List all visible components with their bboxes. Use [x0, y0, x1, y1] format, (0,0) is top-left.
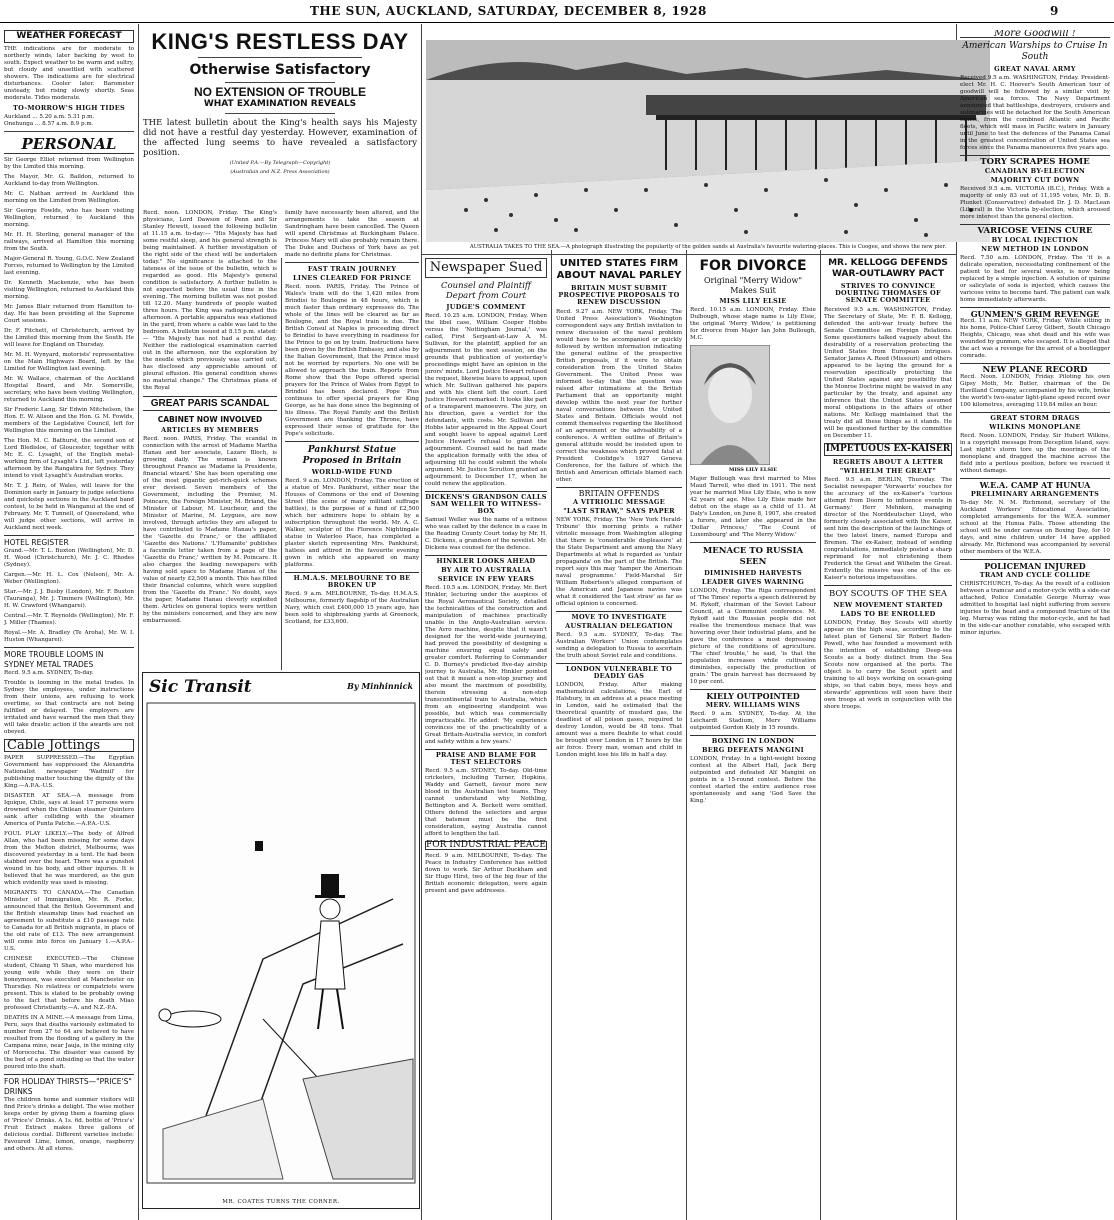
- train-heading: FAST TRAIN JOURNEY: [285, 262, 419, 273]
- peace-heading: FOR INDUSTRIAL PEACE: [426, 840, 546, 850]
- personal-item: Major-General R. Young, G.O.C. New Zealand Forces, returned to Wellington by the Limited last evening.: [4, 256, 134, 276]
- investigate-heading: MOVE TO INVESTIGATE: [556, 611, 682, 621]
- personal-item: The Hon. M. C. Bathurst, the second son of Lord Bledisloe, of Gloucester, together with Mr. E. C. Lysaght, of the English metal-working firm of Lysaght's Ltd., left yesterday afternoon by the Rangatira for Sydney. They intend to visit Lysaght's Australian works.: [4, 438, 134, 479]
- kaiser-subdeck: "WILHELM THE GREAT": [839, 467, 937, 475]
- kaiser-heading: IMPETUOUS EX-KAISER: [825, 444, 951, 454]
- tides-heading: TO-MORROW'S HIGH TIDES: [13, 104, 125, 112]
- naval-body: Recd. 9.27 a.m. NEW YORK, Friday. The United Press Association's Washington correspondent says any British invitation to renew discussion of the naval problem would have to be accompanied or quickly followed by written information indicating the general outline of the prospective British proposals, if it were to obtain consideration from the United States Government. The United Press was informed to-day that the question was raised after intimations at the British Parliament that an opportunity might develop within the next year for further naval conversations between the United States and Britain. Officials would not commit themselves regarding the likelihood of an agreement or the advisability of a conference. A written outline of Britain's general attitude would be insisted upon to correct the weakness which proved fatal at President Coolidge's 1927 Geneva Conference, for the failure of which the British and American officials blamed each other.: [556, 309, 682, 483]
- naval-deck: BRITAIN MUST SUBMIT PROSPECTIVE PROPOSALS TO RENEW DISCUSSION: [558, 284, 680, 306]
- kiely-body: Recd. 9 a.m. SYDNEY, To-day. At the Leichardt Stadium, Merv Williams outpointed Gordon Kiely in 15 rounds.: [690, 711, 816, 731]
- column-rule: [138, 24, 139, 1220]
- personal-item: Mr. T. J. Rein, of Wales, will leave for the Dominion early in January to judge selections and quickstep sections in the Auckland band contest, to be held in Wanganui at the end of February. Mr. T. Tunnell, of Queensland, who will judge other sections, will arrive in Auckland next week.: [4, 483, 134, 531]
- dickens-body: Samuel Weller was the name of a witness who was called by the defence in a case in the Reading County Court today by Mr. H. C. Dickens, a grandson of the novelist. Mr. Dickens was counsel for the defence.: [425, 517, 547, 551]
- jotting-item: MIGRANTS TO CANADA.—The Canadian Minister of Immigration, Mr. R. Forke, announced that the British Government and the British steamship lines had reached an agreement to substitute a £10 passage rate to Canada for all British migrants, in place of the old rate of £13. The new arrangement will come into force on January 1.—A.P.A.-U.S.: [4, 890, 134, 952]
- column-rule: [551, 250, 552, 1220]
- hotel-heading: HOTEL REGISTER: [4, 535, 134, 548]
- newspaper-body: Recd. 10.25 a.m. LONDON, Friday. When the libel case, William Cooper Hobbs versus the 'Nottingham Journal,' was called, First Serjeant-at-Law A. M. Sullivan, for the plaintiff, applied for an adjournment to the next session, on the grounds that publication of yesterday's proceedings might have an opinion in the jurors' minds. Lord Justice Hewart refused the request, likewise leave to appeal, upon which Mr. Sullivan gathered his papers and with his client left the court. Lord Justice Hewart remarked: It looks like part of a transparent manoeuvre. The jury, on his direction, gave a verdict for the defendants, with costs. Mr. Sullivan and Hobbs later appeared in the Appeal Court and sought leave to appeal against Lord Justice Hewart's refusal to grant the adjournment. Counsel said he had made the application formally with the idea of adjourning till he could submit the whole argument. Mr. Justice Scrutton granted an adjournment to December 17, when he could renew the application.: [425, 313, 547, 487]
- varicose-deck: BY LOCAL INJECTION: [991, 236, 1079, 244]
- boxing-heading: BOXING IN LONDON: [690, 735, 816, 745]
- divorce-heading: FOR DIVORCE: [699, 258, 807, 274]
- goodwill-body: Received 9.5 a.m. WASHINGTON, Friday. President-elect Mr. H. C. Hoover's South American tour of goodwill will be followed by a similar visit by American sea forces. The Navy Department announced that battleships, destroyers, cruisers and submarines will be detached for the South American cruise, from the combined Atlantic and Pacific fleets, which will mass in Pacific waters in January until June to test the defences of the Panama Canal in the greatest concentration of United States sea forces since the Panama manoeuvres five years ago.: [960, 75, 1110, 151]
- jotting-item: FOUL PLAY LIKELY.—The body of Alfred Allan, who had been missing for some days from the Melton district, Melbourne, was discovered yesterday in a tent. He had been stabbed over the heart. There was a gunshot wound in his body, and other injuries. It is believed that he was murdered, as the gun which evidently was used is missing.: [4, 831, 134, 886]
- divorce-subhead: Original "Merry Widow" Makes Suit: [703, 276, 803, 295]
- policeman-deck: TRAM AND CYCLE COLLIDE: [979, 571, 1091, 579]
- goodwill-heading: More Goodwill !: [960, 30, 1110, 38]
- divorce-column: [690, 258, 816, 1218]
- divorce-body: Recd. 10.15 a.m. LONDON, Friday. Elsie Dulbough, whose stage name is Lily Elsie, the original 'Merry Widow,' is petitioning for divorce from Major Ian John Bullough, M.C.: [690, 307, 816, 341]
- column-rule: [281, 258, 282, 670]
- divorce-body2: Major Bullough was first married to Miss Maud Tarrell, who died in 1911. The next year he married Miss Lily Elsie, who is now 42 years of age. Miss Lily Elsie made her debut on the stage as a child of 11. At Daly's London, on June 8, 1907, she created a furore, and later she appeared in the 'Dollar Princess,' 'The Count of Luxembourg' and 'The Merry Widow.': [690, 476, 816, 538]
- left-column: [4, 30, 134, 1218]
- dickens-heading: DICKENS'S GRANDSON CALLS SAM WELLER TO WITNESS-BOX: [425, 493, 547, 515]
- scandal-heading: GREAT PARIS SCANDAL: [143, 396, 277, 411]
- melbourne-heading: H.M.A.S. MELBOURNE TO BE BROKEN UP: [285, 572, 419, 589]
- hotel-entry: Grand.—Mr. T. L. Buxton (Wellington), Mr. D. H. Wood (Christchurch), Mr. J. C. Rhodes (Sydney).: [4, 548, 134, 568]
- varicose-body: Recd. 7.50 a.m. LONDON, Friday. The 'it is a delicate operation, necessitating confinement of the patient to bed for several weeks, is now being replaced by a simple injection. A solution of quinine or salicylate of soda is injected, which causes the varicose veins to become hard. The patient can walk home immediately afterwards.: [960, 255, 1110, 303]
- kings-day-subhead: Otherwise Satisfactory: [189, 62, 371, 78]
- jotting-item: CHINESE EXECUTED.—The Chinese student, Chiang Yi Shan, who murdered his young wife while they were on their honeymoon, was executed at Manchester on Thursday. No relatives or compatriots were present. This is stated to be probably owing to the fact that before his death Miao professed Christianity.—A. and N.Z.-P.A.: [4, 956, 134, 1011]
- selectors-heading: PRAISE AND BLAME FOR TEST SELECTORS: [425, 749, 547, 766]
- photo-rule: [422, 254, 956, 255]
- weather-heading: WEATHER FORECAST: [4, 30, 134, 43]
- varicose-heading: VARICOSE VEINS CURE: [960, 224, 1110, 235]
- personal-item: Dr. Kenneth Mackenzie, who has been visiting Wellington, returned to Auckland this morning.: [4, 280, 134, 300]
- investigate-deck: AUSTRALIAN DELEGATION: [565, 622, 673, 630]
- jotting-item: DISASTER AT SEA.—A message from Iquique, Chile, says at least 17 persons were drowned when the Chilean steamer Quintero sank after colliding with the steamer America of Punta Patche.—A.P.A.-U.S.: [4, 793, 134, 827]
- hotel-entry: Royal.—Mr. A. Bradley (Te Aroha), Mr. W. I. Huston (Whangarei).: [4, 630, 134, 643]
- ad-body: The children home and summer visitors will find Price's drinks a delight. The wise mother keeps order by giving them a foaming glass of 'Price's' Drinks. A 1s. 6d. bottle of 'Price's' Fruit Extract makes three gallons of delicious cordial. Different varieties include: Favoured Lime, lemon, orange, raspberry and others. At all stores.: [4, 1097, 134, 1152]
- kaiser-deck: REGRETS ABOUT A LETTER: [832, 458, 944, 466]
- coogee-beach-image: [426, 40, 990, 242]
- kellogg-heading: MR. KELLOGG DEFENDS WAR-OUTLAWRY PACT: [828, 258, 948, 279]
- train-subhead: LINES CLEARED FOR PRINCE: [292, 274, 411, 282]
- personal-item: Mr. W. Wallace, chairman of the Auckland Hospital Board, and Mr. Somerville, secretary, who have been visiting Wellington, returned to Auckland this morning.: [4, 376, 134, 403]
- scandal-body: Recd. noon. PARIS, Friday. The scandal in connection with the arrest of Madame Martha Hanau and her associate, Lazare Bloch, is growing daily. The woman is known throughout France as 'Madame la Presidente, financial wizard.' She has been operating one of the most gigantic get-rich-quick schemes ever devised. Seven members of the Government, including the Premier, M. Poincare, the Foreign Minister, M. Briand, the Minister of Labour, M. Loucheur, and the Minister of Marine, M. Leygues, are now involved, through articles they are alleged to have contributed to Madame Hanau's paper, the 'Gazette du Franc,' or the affiliated 'Gazette des Nations.' 'L'Humanite' publishes a facsimile letter taken from a page of the 'Gazette du Franc,' written by M. Poincare. It also charges the leading newspapers with having sold space to Madame Hanau of the value of nearly £2,500 a month. This has filled their financial columns, which were supplied from the 'Gazette du Franc.' No doubt, says the paper, Madame Hanau cleverly exploited them. Articles on general topics were written by the ministers concerned, and they are now embarrassed.: [143, 436, 277, 624]
- personal-item: Mr. H. H. Sterling, general manager of the railways, arrived at Hamilton this morning from the South.: [4, 232, 134, 252]
- kings-day-body-left: [143, 210, 277, 670]
- personal-item: Sir George Elliot returned from Wellington by the Limited this morning.: [4, 157, 134, 170]
- boxing-body: LONDON, Friday. In a light-weight boxing contest at the Albert Hall, Jack Berg outpointed and defeated Alf Mangini on points in a 15-round contest. Before the contest started the entire audience rose spontaneously and sang 'God Save the King.': [690, 756, 816, 804]
- gas-body: LONDON, Friday. After making mathematical calculations, the Earl of Halsbury, in an address at a peace meeting in London, said he estimated that the theoretical quantity of mustard gas, the deadliest of all poison gases, required to destroy London, would be 48 tons. That amount was a mere fleabite to what could be brought over London in 17 hours by the air force. Every man, woman and child in London might lose his life in half a day.: [556, 682, 682, 758]
- jotting-item: DEATHS IN A MINE.—A message from Lima, Peru, says that deaths variously estimated to number from 27 to 64 are believed to have resulted from the flooding of a gallery in the Campana mine, near Jauja, in the mining city of Morococha. The disaster was caused by the bed of a pond subsiding so that the water poured into the shaft.: [4, 1015, 134, 1070]
- storm-body: Recd. Noon. LONDON, Friday. Sir Hubert Wilkins, in a copyright message from Deception Island, says: Last night's storm tore up the moorings of the monoplane and dragged the machine across the field into a perilous position, before we rescued it without damage.: [960, 433, 1110, 474]
- cartoon-title: Sic Transit: [149, 677, 252, 697]
- kings-day-headline: KING'S RESTLESS DAY: [151, 30, 409, 54]
- pankhurst-body: Recd. 9 a.m. LONDON, Friday. The erection of a statue of Mrs. Pankhurst, either near the Houses of Commons or the end of Downing Street (the scene of many militant suffrage battles), is the purpose of a fund of £2,500 which her admirers hope to obtain by a subscription throughout the world. Mr. A. C. Walker, sculptor of the Florence Nightingale statue in Waterloo Place, has completed a plaster sketch representing Mrs. Pankhurst, hatless and attired in the favourite evening gown in which she appeared on many platforms.: [285, 478, 419, 568]
- tory-heading: TORY SCRAPES HOME: [960, 155, 1110, 166]
- hunua-heading: W.E.A. CAMP AT HUNUA: [960, 478, 1110, 489]
- personal-item: Sir Frederic Lang, Sir Edwin Mitchelson, the Hon. E. W. Alison and the Hon. G. M. Fowlds, members of the Legislative Council, left for Wellington this morning on the Limited.: [4, 407, 134, 434]
- melbourne-body: Recd. 9 a.m. MELBOURNE, To-day. H.M.A.S. Melbourne, formerly flagship of the Australian Navy, which cost £400,000 15 years ago, has been sold to shipbreaking yards at Greenock, Scotland, for £33,600.: [285, 591, 419, 625]
- britain-offends-subdeck: "LAST STRAW," SAYS PAPER: [563, 507, 675, 515]
- kellogg-body: Received 9.5 a.m. WASHINGTON, Friday. The Secretary of State, Mr. F. B. Kellogg, defended the anti-war treaty before the Senate Committee on Foreign Relations. Some questioners talked vaguely about the desirability of a reservation protecting the United States from European intrigues. Senator James A. Reed (Missouri) and others appeared to be laying the ground for a reservation specifically protecting the United States against any possibility that the Monroe Doctrine might be waived in any particular by the treaty, and against any inference that the United States assumed moral obligations in the affairs of other nations. Mr. Kellogg maintained that the treaty did all these things as it stands. He will be questioned further by the committee on December 11.: [824, 307, 952, 439]
- credit-line: (Australian and N.Z. Press Association): [230, 169, 330, 175]
- personal-item: Dr. F. Fitchett, of Christchurch, arrived by the Limited this morning from the South. He will leave for England on Thursday.: [4, 328, 134, 348]
- newspaper-heading: Newspaper Sued: [425, 258, 547, 278]
- hotel-entry: Central.—Mr. T. Reynolds (Wellington), Mr. F. J. Miller (Thames).: [4, 613, 134, 626]
- kiely-heading: KIELY OUTPOINTED: [690, 689, 816, 700]
- kings-day-body: Recd. noon. LONDON, Friday. The King's physicians, Lord Dawson of Penn and Sir Stanley Hewett, issued the following bulletin at 11.15 a.m. to-day:— "His Majesty has had some restful sleep, and his general strength is being maintained. A further investigation of the right side of the chest will be undertaken today." No significance is attached to the lateness of the issue of the bulletin, which is regarded as good. His Majesty's general condition is satisfactory. A further bulletin is not expected before the usual time in the evening. The morning bulletin was not posted till 12.20. Many hundreds of people waited three hours. The King was radiographed this afternoon. A portable apparatus was stationed in the yard, from where a cable was laid to the bedroom. A bulletin issued at 8.15 p.m. stated:— "His Majesty has not had a restful day. Neither the radiological examination carried out in the afternoon, nor the exploration by the needle which previously was carried out, has disclosed any appreciable amount of pleural effusion. His general condition shows no material change." The Christmas plans of the Royal: [143, 210, 277, 391]
- cartoon-artist: By Minhinnick: [347, 681, 413, 691]
- menace-body: LONDON, Friday. The Riga correspondent of 'The Times' reports a speech delivered by M. Rykoff, chairman of the Soviet Labour Council, at a Communist conference. M. Rykoff said the Russian people did not realise the tremendous menace that was hovering over their industrial plans, and he gave the conference a most depressing picture of the conditions of agriculture. 'The chief trouble,' he said, 'is that the population increases while cultivation diminishes, especially the production of grain.' The grain harvest has decreased by 10 per cent.: [690, 588, 816, 685]
- newspaper-subhead: Counsel and Plaintiff Depart from Court: [441, 281, 531, 301]
- varicose-subdeck: NEW METHOD IN LONDON: [981, 245, 1089, 253]
- menace-deck: DIMINISHED HARVESTS: [704, 569, 802, 577]
- kaiser-body: Recd. 9.5 a.m. BERLIN, Thursday. The Socialist newspaper 'Vorwaerts' vouches for the accuracy of the ex-Kaiser's 'curious attempt from Doorn to influence events in Germany.' Herr Mehnken, managing director of the Norddeutscher Lloyd, who formerly closely associated with the Kaiser, sent him the description of the launchings of the two latest liners, named Europa and Bremen. The ex-Kaiser, instead of sending congratulations, immediately posted a sharp reprimand for not christening them Frederick the Great and Wilhelm the Great. Evidently the missive was one of the ex-Kaiser's notorious impetuosities.: [824, 477, 952, 581]
- hotel-entry: Cargen.—Mr. H. L. Cox (Nelson), Mr. A. Weber (Wellington).: [4, 572, 134, 585]
- scandal-subhead: CABINET NOW INVOLVED: [157, 415, 263, 424]
- hunua-body: To-day Mr. N. M. Richmond, secretary of the Auckland Workers' Educational Association, completed arrangements for the W.E.A. summer school at the Hunua Falls. Those attending the school will be under canvas on Boxing Day, for 10 days, and nine children under 14 have applied already. Mr. Richmond was accompanied by several other members of the W.E.A.: [960, 500, 1110, 555]
- peace-body: Recd. 9 a.m. MELBOURNE, To-day. The Peace in Industry Conference has settled down to work. Sir Arthur Duckham and Sir Hugo Hirst, two of the big four of the British economic delegation, were again present and gave addresses.: [425, 853, 547, 894]
- kiely-deck: MERV. WILLIAMS WINS: [705, 701, 801, 709]
- goodwill-deck: GREAT NAVAL ARMY: [994, 65, 1076, 73]
- right-column: [960, 30, 1110, 1218]
- hinkler-deck: BY AIR TO AUSTRALIA: [441, 566, 531, 574]
- kellogg-deck: STRIVES TO CONVINCE DOUBTING THOMASES OF SENATE COMMITTEE: [835, 282, 941, 304]
- personal-heading: PERSONAL: [4, 135, 134, 154]
- menace-subdeck: LEADER GIVES WARNING: [701, 578, 805, 586]
- personal-item: Mr. C. Nathan arrived in Auckland this morning on the Limited from Wellington.: [4, 191, 134, 204]
- tory-deck: CANADIAN BY-ELECTION: [984, 167, 1086, 175]
- trouble-dateline: Recd. 9.5 a.m. SYDNEY, To-day.: [4, 670, 94, 676]
- jotting-item: PAPER SUPPRESSED.—The Egyptian Government has suppressed the Alexandria Nationalist newspaper 'Wadiniil' for publishing matter touching the dignity of the King.—A.P.A.-U.S.: [4, 755, 134, 789]
- hinkler-heading: HINKLER LOOKS AHEAD: [425, 555, 547, 565]
- trouble-body: Trouble is looming in the metal trades. In Sydney the employees, under instructions from their unions, are refusing to work overtime, so that contracts are not being fulfilled or delayed. The employers are irritated and have warned the men that they will take drastic action if the awards are not obeyed.: [4, 680, 134, 735]
- policeman-body: CHRISTCHURCH, To-day. As the result of a collision between a tramcar and a motor-cycle with a side-car attached, Police Constable George Murray was admitted to hospital last night suffering from severe injuries to the head and a compound fracture of the leg. Murray was riding the motor-cycle, and he had in the side-car another constable, who escaped with minor injuries.: [960, 581, 1110, 636]
- weather-body: THE indications are for moderate to northerly winds, later backing by west to south. Expect weather to be warm and sultry, but cloudy and unsettled with scattered showers. The indications are for electrical disturbances. Cooler later. Barometer unsteady, but rising slowly shortly. Seas moderate. Tides moderate.: [4, 46, 134, 101]
- credit-line: (United P.A.—By Telegraph—Copyright): [229, 160, 331, 166]
- plane-body: Recd. Noon. LONDON, Friday. Piloting his own Gipsy Moth, Mr. Butler, chairman of the De Havilland Company, accompanied by his wife, broke the world's two-seater light-plane speed record over 100 kilometres, averaging 119.84 miles an hour.: [960, 374, 1110, 408]
- tide-row: Onehunga ... 8.57 a.m. 8.9 p.m.: [4, 121, 94, 127]
- column-rule: [686, 250, 687, 1220]
- britain-offends-deck: A VITRIOLIC MESSAGE: [572, 498, 666, 506]
- masthead-rule: [0, 22, 1114, 23]
- tory-body: Received 9.5 a.m. VICTORIA (B.C.), Friday. With a majority of only 83 out of 11,195 votes, Mr. D. B. Plunket (Conservative) defeated Dr. J. D. MacLean (Liberal) in the Victoria by-election, which aroused more interest than the general election.: [960, 186, 1110, 220]
- tory-subdeck: MAJORITY CUT DOWN: [990, 176, 1080, 184]
- hinkler-body: Recd. 10.5 a.m. LONDON, Friday. Mr. Bert Hinkler, lecturing under the auspices of the Royal Aeronautical Society, detailed the technicalities of the construction and manipulation of machines practically unable in the Anglo-Australian service. The Avro machine, despite that it wasn't designed for the world-wide journeying, had proved the possibility of designing a machine ensuring equal safety and greater comfort. Referring to Commander C. D. Burney's predicted five-day airship journey to Australia, Mr. Hinkler pointed out that it meant a non-stop journey and also meant the maximum of possibility, therein stressing a non-stop transcontinental train to Australia, which from an engineering standpoint was possible, but which was commercially impracticable. He added: 'My experience convinces me of the practicability of a Great Britain-Australia service, in comfort and safety within a few years.': [425, 585, 547, 745]
- selectors-body: Recd. 9.5 a.m. SYDNEY, To-day. Old-time cricketers, including Turner, Hopkins, Waddy and Garnett, favour more new blood in the Australian test teams. They cannot understand why Nothling, Bettington and A. Beckett were omitted. Others defend the selectors and argue that batsmen must be the first consideration, saying Australia cannot afford to lengthen the tail.: [425, 768, 547, 837]
- portrait-caption: MISS LILY ELSIE: [728, 467, 778, 473]
- britain-offends-heading: BRITAIN OFFENDS: [556, 487, 682, 497]
- column-rule: [820, 250, 821, 1220]
- kings-day-body-cont: family have necessarily been altered, and the arrangements to take the season at Sandringham have been cancelled. The Queen will spend Christmas at Buckingham Palace. Princess Mary will also probably remain there. The Duke and Duchess of York have as yet made no definite plans for Christmas.: [285, 210, 419, 258]
- personal-item: Mr. M. H. Wynyard, motorists' representative on the Main Highways Board, left by the Limited for Wellington last evening.: [4, 352, 134, 372]
- lily-elsie-portrait: [690, 345, 770, 465]
- kings-day-deck2: WHAT EXAMINATION REVEALS: [203, 99, 357, 109]
- hinkler-subdeck: SERVICE IN FEW YEARS: [437, 575, 535, 583]
- gunmen-heading: GUNMEN'S GRIM REVENGE: [960, 307, 1110, 318]
- boxing-deck: BERG DEFEATS MANGINI: [701, 746, 805, 754]
- tide-row: Auckland ... 5.20 a.m. 5.31 p.m.: [4, 114, 95, 120]
- masthead-title: THE SUN, AUCKLAND, SATURDAY, DECEMBER 8, 1928: [310, 4, 707, 18]
- trouble-heading: MORE TROUBLE LOOMS IN SYDNEY METAL TRADES: [4, 647, 134, 670]
- kings-day-lead: THE latest bulletin about the King's health says his Majesty did not have a restful day yesterday. However, examination of the affected lung seems to have revealed a satisfactory position.: [143, 118, 417, 158]
- kings-day-body-right: [285, 210, 419, 670]
- hunua-deck: PRELIMINARY ARRANGEMENTS: [970, 490, 1100, 498]
- hotel-entry: Star.—Mr. J. J. Busby (London), Mr. F. Buxton (Tauranga), Mr. J. Timmers (Wellington), Mr. H. W. Crawford (Whangarei).: [4, 589, 134, 609]
- kellogg-column: [824, 258, 952, 1218]
- scouts-deck: NEW MOVEMENT STARTED: [833, 601, 943, 609]
- column-rule: [421, 24, 422, 1220]
- britain-offends-body: NEW YORK, Friday. The 'New York Herald-Tribune' this morning prints a rather vitriolic message from Washington alleging that there is 'considerable displeasure' at the State Department and among the Navy Departments at what is regarded as 'unfair propaganda' on the part of the British. The report says this may 'hamper the American naval programme.' Field-Marshal Sir William Robertson's alleged comparison of the American and Japanese navies was what it considered the 'last straw' as far as official opinion is concerned.: [556, 517, 682, 607]
- newspaper-sued-column: [425, 258, 547, 1218]
- newspaper-deck: JUDGE'S COMMENT: [446, 303, 526, 311]
- naval-heading: UNITED STATES FIRM ABOUT NAVAL PARLEY: [556, 258, 682, 281]
- jottings-heading: Cable Jottings: [4, 739, 134, 752]
- scouts-heading: BOY SCOUTS OF THE SEA: [824, 585, 952, 600]
- page-number: 9: [1050, 4, 1059, 18]
- pankhurst-heading: Pankhurst Statue Proposed in Britain: [285, 441, 419, 467]
- scandal-deck: ARTICLES BY MEMBERS: [161, 426, 259, 434]
- cartoon-drawing: [143, 699, 419, 1189]
- scouts-subdeck: LADS TO BE ENROLLED: [840, 610, 936, 618]
- cartoon-caption: MR. COATES TURNS THE CORNER.: [222, 1199, 340, 1205]
- policeman-heading: POLICEMAN INJURED: [960, 559, 1110, 570]
- pankhurst-deck: WORLD-WIDE FUND: [311, 468, 393, 476]
- cartoon: [142, 672, 420, 1209]
- beach-photo: [426, 40, 990, 242]
- top-hat-icon: [321, 874, 339, 896]
- storm-deck: WILKINS MONOPLANE: [989, 423, 1081, 431]
- divorce-deck: MISS LILY ELSIE: [719, 297, 787, 305]
- goodwill-subhead: American Warships to Cruise In South: [962, 41, 1108, 62]
- photo-caption: AUSTRALIA TAKES TO THE SEA.—A photograph illustrating the popularity of the golden sands at Australia's favourite watering-places. This is Coogee, and shows the new pier.: [469, 244, 947, 250]
- personal-item: The Mayor, Mr. G. Baildon, returned to Auckland to-day from Wellington.: [4, 174, 134, 187]
- naval-column: [556, 258, 682, 1218]
- menace-heading: MENACE TO RUSSIA SEEN: [690, 542, 816, 568]
- investigate-body: Recd. 9.5 a.m. SYDNEY, To-day. The Australian Workers' Union contemplates sending a delegation to Russia to ascertain the truth about Soviet rule and conditions.: [556, 632, 682, 659]
- scouts-body: LONDON, Friday. Boy Scouts will shortly appear on the high seas, according to the latest plan of General Sir Robert Baden-Powell, who has founded a movement with the intention of establishing Deep-sea Scouts as a body distinct from the Sea Scouts now organised at the ports. The object is to carry the Scout spirit and training to all boys working on ocean-going ships, so that cabin boys, mess boys and stewards' apprentices will soon have their own troops at work in conjunction with the shore troops.: [824, 620, 952, 710]
- train-body: Recd. noon. PARIS, Friday. The Prince of Wales's train will do the 1,420 miles from Brindisi to Boulogne in 48 hours, which is much faster than ordinary expresses do. The whole of the lines will be cleared as far as Boulogne, and the Royal train is due. The British Consul at Naples is proceeding direct to Brindisi to have everything in readiness for the Prince to go on by train. Instructions have been given by the British Embassy, and also by the Italian Government, that the Prince must not be worried by reporters. No one will be allowed to approach the train. Reports from Rome show that the Pope offered special prayers for the Prince of Wales from Egypt to Brindisi has been declared. Pope Pius continues to offer special prayers for King George, as he has done since the beginning of his illness. The Royal Family and the British Government are thanking the Throne, have expressed their sense of gratitude for the Pope's solicitude.: [285, 284, 419, 437]
- kings-day-deck: NO EXTENSION OF TROUBLE: [193, 85, 366, 99]
- storm-heading: GREAT STORM DRAGS: [960, 412, 1110, 422]
- gunmen-body: Recd. 11 a.m. NEW YORK, Friday. While sitting in his home, Police-Chief Leroy Gilbert, South Chicago Heights, Chicago, was shot dead and his wife was wounded by gunmen, who escaped. It is alleged that the act was a revenge for the arrest of a bootlegger comrade.: [960, 318, 1110, 359]
- personal-item: Sir George Fowlds, who has been visiting Wellington, returned to Auckland this morning.: [4, 208, 134, 228]
- personal-item: Mr. James Blair returned from Hamilton to-day. He has been presiding at the Supreme Court sessions.: [4, 304, 134, 324]
- ad-heading: FOR HOLIDAY THIRSTS—"PRICE'S" DRINKS: [4, 1074, 134, 1097]
- plane-heading: NEW PLANE RECORD: [960, 363, 1110, 374]
- gas-heading: LONDON VULNERABLE TO DEADLY GAS: [556, 663, 682, 680]
